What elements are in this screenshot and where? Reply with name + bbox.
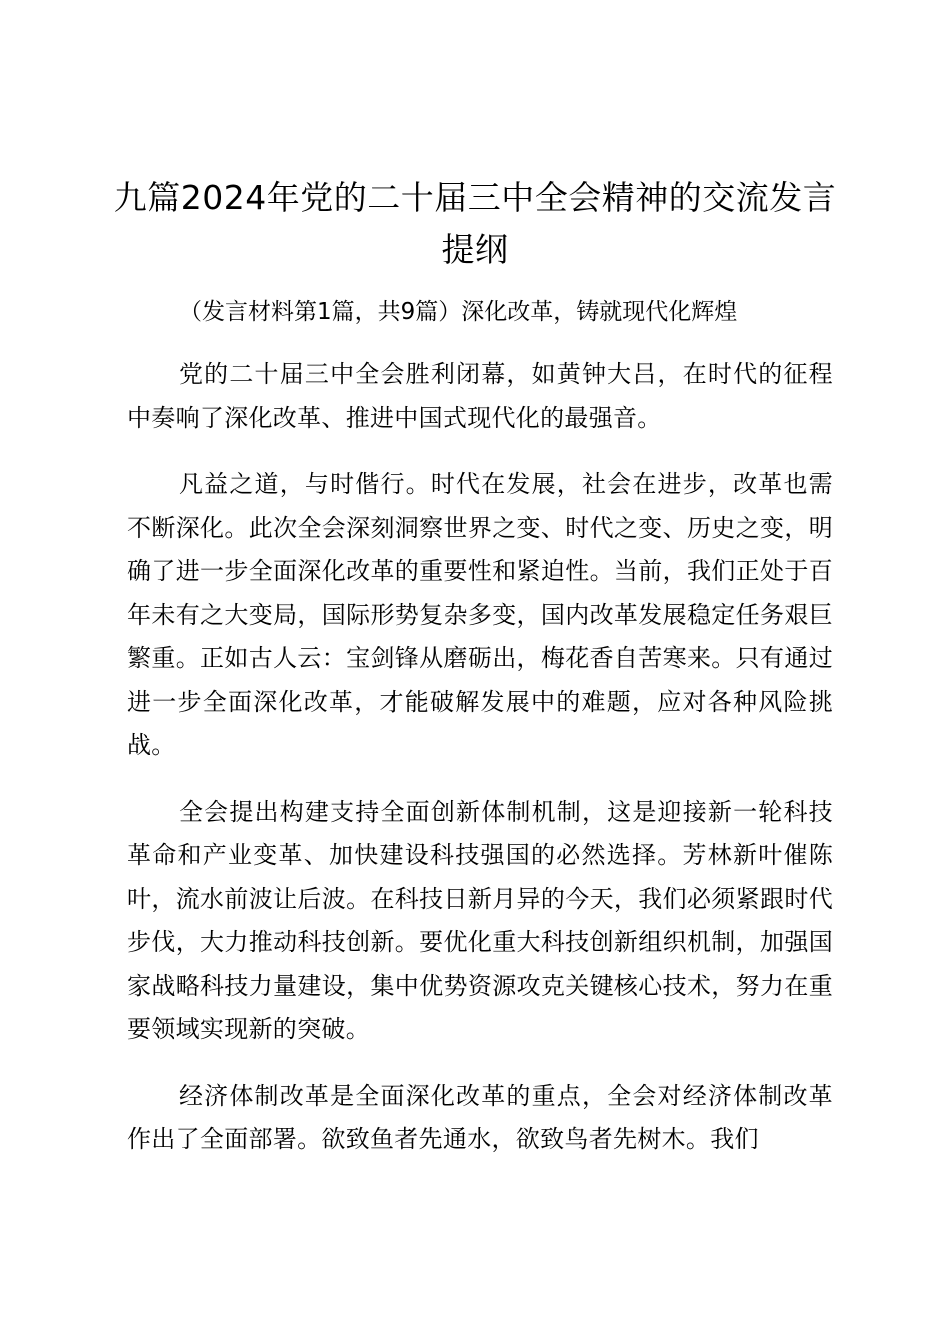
document-title: 九篇2024年党的二十届三中全会精神的交流发言提纲 [113, 178, 837, 269]
document-body [127, 353, 833, 1185]
paragraph: 全会提出构建支持全面创新体制机制，这是迎接新一轮科技革命和产业变革、加快建设科技强国的必然选择。芳林新叶催陈叶，流水前波让后波。在科技日新月异的今天，我们必须紧跟时代步伐，大力推动科技创新。要优化重大科技创新组织机制，加强国家战略科技力量建设，集中优势资源攻克关键核心技术，努力在重要领域实现新的突破。 [127, 797, 833, 1043]
paragraph: 党的二十届三中全会胜利闭幕，如黄钟大吕，在时代的征程中奏响了深化改革、推进中国式现代化的最强音。 [127, 360, 833, 432]
paragraph: 凡益之道，与时偕行。时代在发展，社会在进步，改革也需不断深化。此次全会深刻洞察世界之变、时代之变、历史之变，明确了进一步全面深化改革的重要性和紧迫性。当前，我们正处于百年未有之大变局，国际形势复杂多变，国内改革发展稳定任务艰巨繁重。正如古人云：宝剑锋从磨砺出，梅花香自苦寒来。只有通过进一步全面深化改革，才能破解发展中的难题，应对各种风险挑战。 [127, 470, 833, 759]
paragraph: 经济体制改革是全面深化改革的重点，全会对经济体制改革作出了全面部署。欲致鱼者先通水，欲致鸟者先树木。我们 [127, 1081, 833, 1153]
document-subtitle: （发言材料第1篇，共9篇）深化改革，铸就现代化辉煌 [179, 299, 738, 325]
